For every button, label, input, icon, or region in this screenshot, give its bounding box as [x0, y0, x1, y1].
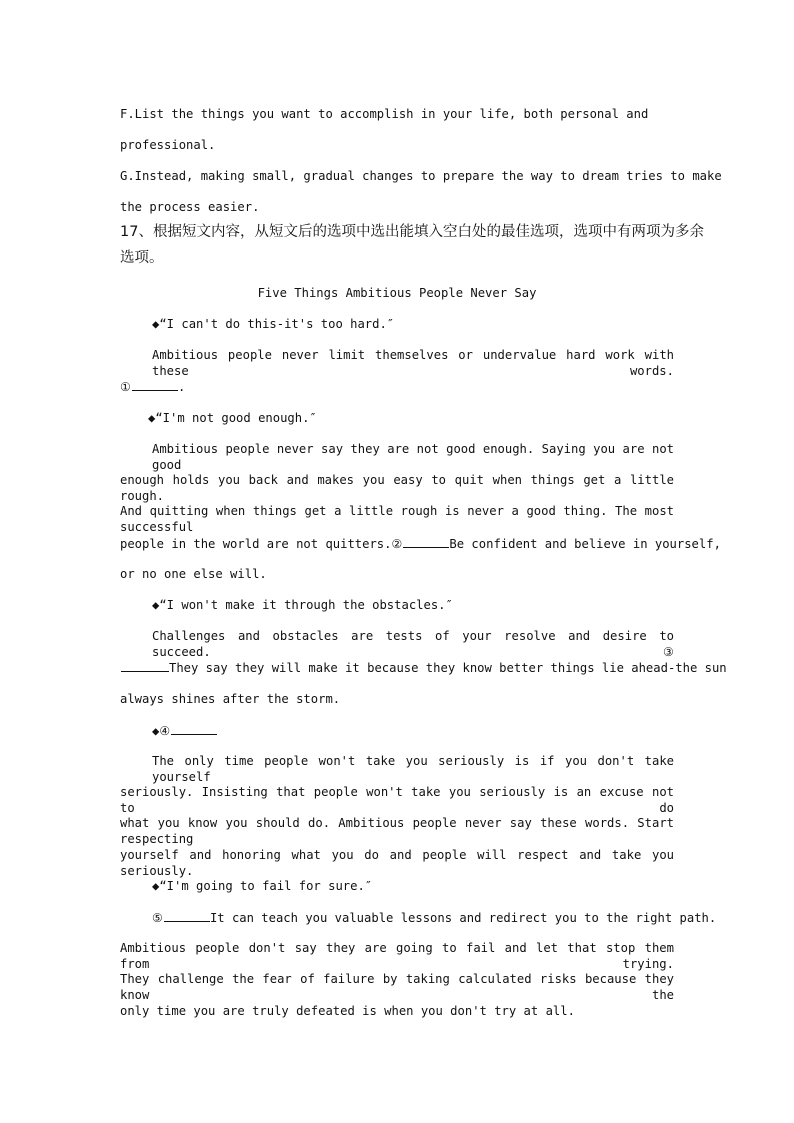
blank-2-line	[403, 535, 449, 548]
paragraph-3-line1: Challenges and obstacles are tests of your resolve and desire to succeed.③	[152, 629, 674, 659]
question-instruction-line2: 选项。	[120, 250, 164, 266]
paragraph-2-line2: enough holds you back and makes you easy to quit when things get a little rough.	[120, 473, 674, 503]
question-instruction-line1: 17、根据短文内容，从短文后的选项中选出能填入空白处的最佳选项，选项中有两项为多余	[120, 224, 704, 240]
option-g-line1: G.Instead, making small, gradual changes to prepare the way to dream tries to make	[120, 169, 722, 183]
heading-2: ◆“I'm not good enough.″	[148, 411, 317, 425]
heading-4	[152, 722, 706, 739]
paragraph-2-line3: And quitting when things get a little rough is never a good thing. The most successful	[120, 504, 674, 534]
paragraph-5-line3: They challenge the fear of failure by taking calculated risks because they know the	[120, 972, 674, 1002]
paragraph-3-line2: They say they will make it because they know better things lie ahead-the sun	[120, 659, 674, 676]
paragraph-5-line2: Ambitious people don't say they are going to fail and let that stop them from trying.	[120, 941, 674, 971]
heading-1: ◆“I can't do this-it's too hard.″	[152, 317, 395, 331]
blank-1: ① .	[120, 380, 186, 394]
diamond-bullet-icon: ◆	[152, 879, 160, 893]
heading-5: ◆“I'm going to fail for sure.″	[152, 879, 373, 893]
paragraph-4-line4: yourself and honoring what you do and people will respect and take you seriously.	[120, 848, 674, 878]
diamond-bullet-icon: ◆	[148, 411, 156, 425]
option-g-line2: the process easier.	[120, 200, 260, 214]
paragraph-3-line3: always shines after the storm.	[120, 692, 341, 706]
paragraph-4-line2: seriously. Insisting that people won't take you seriously is an excuse not to do	[120, 785, 674, 815]
paragraph-2-line5: or no one else will.	[120, 567, 267, 581]
blank-5-number: ⑤	[152, 911, 163, 925]
heading-3: ◆“I won't make it through the obstacles.″	[152, 598, 453, 612]
diamond-bullet-icon: ◆	[152, 598, 160, 612]
paragraph-4-line3: what you know you should do. Ambitious people never say these words. Start respecting	[120, 816, 674, 846]
blank-1-line	[132, 378, 178, 391]
passage-title: Five Things Ambitious People Never Say	[257, 286, 537, 300]
blank-4-line	[171, 722, 217, 735]
paragraph-1-line1: Ambitious people never limit themselves or undervalue hard work with these words.	[152, 348, 674, 378]
blank-5-line	[164, 909, 210, 922]
option-f-line2: professional.	[120, 138, 216, 152]
paragraph-5-line1: ⑤ It can teach you valuable lessons and redirect you to the right path.	[152, 911, 717, 925]
blank-4-number: ④	[159, 724, 171, 738]
paragraph-2-line4: people in the world are not quitters.② Be confident and believe in yourself,	[120, 537, 721, 551]
diamond-bullet-icon: ◆	[152, 724, 160, 738]
diamond-bullet-icon: ◆	[152, 317, 160, 331]
paragraph-2-line1: Ambitious people never say they are not good enough. Saying you are not good	[152, 442, 674, 472]
paragraph-4-line1: The only time people won't take you seriously is if you don't take yourself	[152, 754, 674, 784]
blank-3-line	[121, 659, 169, 672]
paragraph-5-line4: only time you are truly defeated is when you don't try at all.	[120, 1004, 575, 1018]
option-f-line1: F.List the things you want to accomplish in your life, both personal and	[120, 107, 649, 121]
blank-1-number: ①	[120, 380, 131, 394]
